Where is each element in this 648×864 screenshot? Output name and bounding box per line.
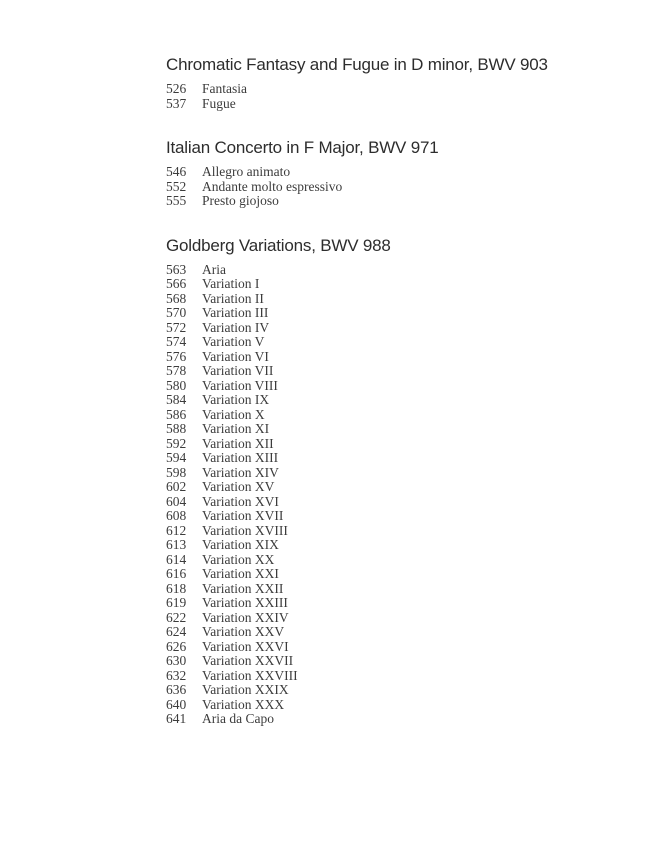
entry-page-number: 613 [166,537,187,552]
section-entries [166,165,606,209]
toc-entry [166,509,606,524]
section-title: Italian Concerto in F Major, BWV 971 [166,138,439,157]
toc-entry [166,495,606,510]
toc-entry [166,277,606,292]
toc-entry [166,335,606,350]
entry-page-number: 563 [166,261,187,277]
entry-title: Variation XXX [202,696,285,712]
entry-page-number: 619 [166,595,187,610]
entry-title: Variation VI [202,348,269,364]
toc-entry [166,582,606,597]
toc-entry [166,306,606,321]
entry-page-number: 526 [166,81,187,96]
entry-title: Variation XI [202,421,270,436]
entry-page-number: 616 [166,566,187,581]
entry-page-number: 552 [166,178,187,194]
toc-entry [166,712,606,727]
entry-title: Variation II [202,290,264,306]
entry-page-number: 604 [166,493,187,509]
toc-entry [166,379,606,394]
entry-page-number: 624 [166,624,187,639]
entry-page-number: 576 [166,348,187,364]
entry-page-number: 588 [166,421,187,436]
entry-title: Variation XIII [202,450,279,465]
toc-section [166,55,606,111]
toc-section [166,236,606,727]
entry-page-number: 574 [166,334,187,349]
entry-title: Variation XIX [202,537,279,552]
entry-page-number: 618 [166,580,187,596]
toc-entry [166,683,606,698]
toc-entry [166,698,606,713]
toc-entry [166,451,606,466]
entry-page-number: 570 [166,305,187,320]
entry-title: Andante molto espressivo [202,178,343,194]
entry-title: Variation XVII [202,508,284,523]
toc-entry [166,393,606,408]
entry-title: Variation XXIII [202,595,288,610]
entry-title: Fantasia [202,81,247,96]
toc-entry [166,263,606,278]
entry-title: Variation VII [202,363,274,378]
entry-title: Variation XXI [202,566,279,581]
entry-title: Variation IV [202,319,270,335]
toc-entry [166,292,606,307]
toc-entry [166,165,606,180]
entry-title: Aria [202,261,226,277]
entry-page-number: 602 [166,479,187,494]
toc-entry [166,437,606,452]
toc-entry [166,82,606,97]
toc-entry [166,669,606,684]
toc-entry [166,611,606,626]
entry-title: Variation XXVIII [202,667,298,683]
toc-entry [166,180,606,195]
entry-page-number: 614 [166,551,187,567]
toc-entry [166,408,606,423]
entry-title: Variation XXV [202,624,285,639]
entry-title: Aria da Capo [202,711,274,726]
entry-title: Variation IX [202,392,270,407]
table-of-contents [166,55,606,727]
entry-page-number: 578 [166,363,187,378]
entry-title: Allegro animato [202,164,291,179]
toc-entry [166,625,606,640]
toc-entry [166,567,606,582]
entry-page-number: 568 [166,290,187,306]
entry-page-number: 555 [166,193,187,208]
toc-entry [166,553,606,568]
entry-title: Variation XXIV [202,609,289,625]
entry-title: Variation XIV [202,464,279,480]
entry-title: Presto giojoso [202,193,279,208]
entry-page-number: 537 [166,95,187,111]
entry-title: Variation XV [202,479,275,494]
toc-entry [166,194,606,209]
entry-page-number: 566 [166,276,187,291]
entry-page-number: 640 [166,696,187,712]
entry-title: Variation XII [202,435,274,451]
entry-page-number: 580 [166,377,187,393]
toc-entry [166,640,606,655]
entry-title: Variation VIII [202,377,278,393]
entry-page-number: 612 [166,522,187,538]
section-title: Chromatic Fantasy and Fugue in D minor, BWV 903 [166,55,548,74]
toc-section [166,138,606,209]
entry-title: Variation V [202,334,265,349]
toc-entry [166,480,606,495]
entry-title: Variation XVI [202,493,279,509]
entry-title: Variation III [202,305,269,320]
entry-page-number: 641 [166,711,187,726]
entry-title: Variation XXIX [202,682,289,697]
section-entries [166,263,606,727]
toc-entry [166,321,606,336]
entry-page-number: 626 [166,638,187,654]
entry-page-number: 608 [166,508,187,523]
entry-title: Variation XXVII [202,653,294,668]
entry-page-number: 546 [166,164,187,179]
section-title: Goldberg Variations, BWV 988 [166,235,391,255]
entry-page-number: 622 [166,609,187,625]
toc-entry [166,538,606,553]
toc-entry [166,524,606,539]
entry-page-number: 598 [166,464,187,480]
toc-entry [166,422,606,437]
entry-page-number: 584 [166,392,187,407]
entry-title: Variation I [202,276,260,291]
entry-page-number: 636 [166,682,187,697]
toc-entry [166,97,606,112]
toc-entry [166,466,606,481]
entry-title: Variation XXII [202,580,284,596]
entry-title: Variation XXVI [202,638,289,654]
entry-page-number: 592 [166,435,187,451]
toc-entry [166,364,606,379]
section-entries [166,82,606,111]
toc-entry [166,596,606,611]
toc-entry [166,654,606,669]
entry-page-number: 572 [166,319,187,335]
entry-page-number: 586 [166,406,187,422]
entry-title: Variation X [202,406,265,422]
entry-page-number: 632 [166,667,187,683]
entry-page-number: 594 [166,450,187,465]
entry-page-number: 630 [166,653,187,668]
entry-title: Fugue [202,95,236,111]
toc-entry [166,350,606,365]
entry-title: Variation XVIII [202,522,288,538]
entry-title: Variation XX [202,551,275,567]
